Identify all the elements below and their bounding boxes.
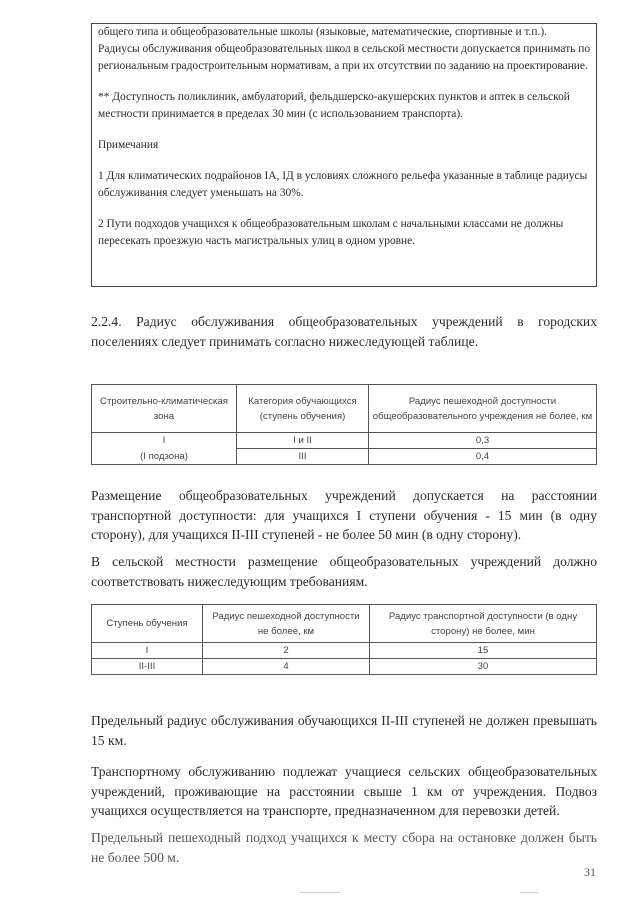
cell-stage: II-III: [92, 659, 203, 675]
cell-transport: 15: [370, 643, 597, 659]
header-walking-radius: Радиус пешеходной доступности не более, км: [203, 605, 370, 643]
paragraph-placement: Размещение общеобразовательных учреждений допускается на расстоянии транспортной доступности: для учащихся I ступени обучения - 15 мин (в одну сторону), для учащихся II-III ступеней - не более 50 мин (в одну сторону).: [91, 488, 597, 542]
cell-walking: 2: [203, 643, 370, 659]
cell-radius: 0,4: [369, 449, 597, 465]
table-header-row: [92, 385, 597, 433]
cell-transport: 30: [370, 659, 597, 675]
cell-zone: I: [92, 433, 237, 449]
cell-category: I и II: [237, 433, 369, 449]
section-2-2-4: 2.2.4. Радиус обслуживания общеобразовательных учреждений в городских поселениях следует принимать согласно нижеследующей таблице.: [91, 314, 597, 349]
cell-category: III: [237, 449, 369, 465]
header-walking-radius: Радиус пешеходной доступности общеобразовательного учреждения не более, км: [369, 385, 597, 433]
table-row: [92, 433, 597, 449]
urban-radius-table: [91, 384, 597, 465]
table-row: [92, 449, 597, 465]
note-2: 2 Пути подходов учащихся к общеобразовательным школам с начальными классами не должны пересекать проезжую часть магистральных улиц в одном уровне.: [98, 218, 564, 247]
scan-artifact: [520, 892, 538, 893]
header-stage: Ступень обучения: [92, 605, 203, 643]
cell-stage: I: [92, 643, 203, 659]
table-row: [92, 643, 597, 659]
table-header-row: [92, 605, 597, 643]
scan-artifact: [300, 892, 340, 893]
notes-paragraph-clinics: ** Доступность поликлиник, амбулаторий, фельдшерско-акушерских пунктов и аптек в сельской местности принимается в пределах 30 мин (с использованием транспорта).: [98, 91, 570, 120]
header-student-category: Категория обучающихся (ступень обучения): [237, 385, 369, 433]
table-row: [92, 659, 597, 675]
paragraph-rural: В сельской местности размещение общеобразовательных учреждений должно соответствовать нижеследующим требованиям.: [91, 554, 597, 589]
note-1: 1 Для климатических подрайонов IА, IД в условиях сложного рельефа указанные в таблице радиусы обслуживания следует уменьшать на 30%.: [98, 170, 588, 199]
page-number: 31: [584, 865, 596, 879]
header-climate-zone: Строительно-климатическая зона: [92, 385, 237, 433]
paragraph-max-radius: Предельный радиус обслуживания обучающихся II-III ступеней не должен превышать 15 км.: [91, 713, 597, 748]
rural-radius-table: [91, 604, 597, 675]
paragraph-transport-service: Транспортному обслуживанию подлежат учащиеся сельских общеобразовательных учреждений, проживающие на расстоянии свыше 1 км от учреждения. Подвоз учащихся осуществляется на транспорте, предназначенном для перевозки детей.: [91, 764, 597, 818]
notes-paragraph-schools: общего типа и общеобразовательные школы (языковые, математические, спортивные и т.п.). Радиусы обслуживания общеобразовательных школ в сельской местности допускается принимать по региональным градостроительным нормативам, а при их отсутствии по заданию на проектирование.: [98, 26, 591, 72]
cell-radius: 0,3: [369, 433, 597, 449]
notes-box: [91, 23, 597, 287]
notes-title: Примечания: [98, 139, 159, 151]
header-transport-radius: Радиус транспортной доступности (в одну сторону) не более, мин: [370, 605, 597, 643]
paragraph-walk-limit: Предельный пешеходный подход учащихся к месту сбора на остановке должен быть не более 500 м.: [91, 830, 597, 865]
cell-zone: (I подзона): [92, 449, 237, 465]
cell-walking: 4: [203, 659, 370, 675]
